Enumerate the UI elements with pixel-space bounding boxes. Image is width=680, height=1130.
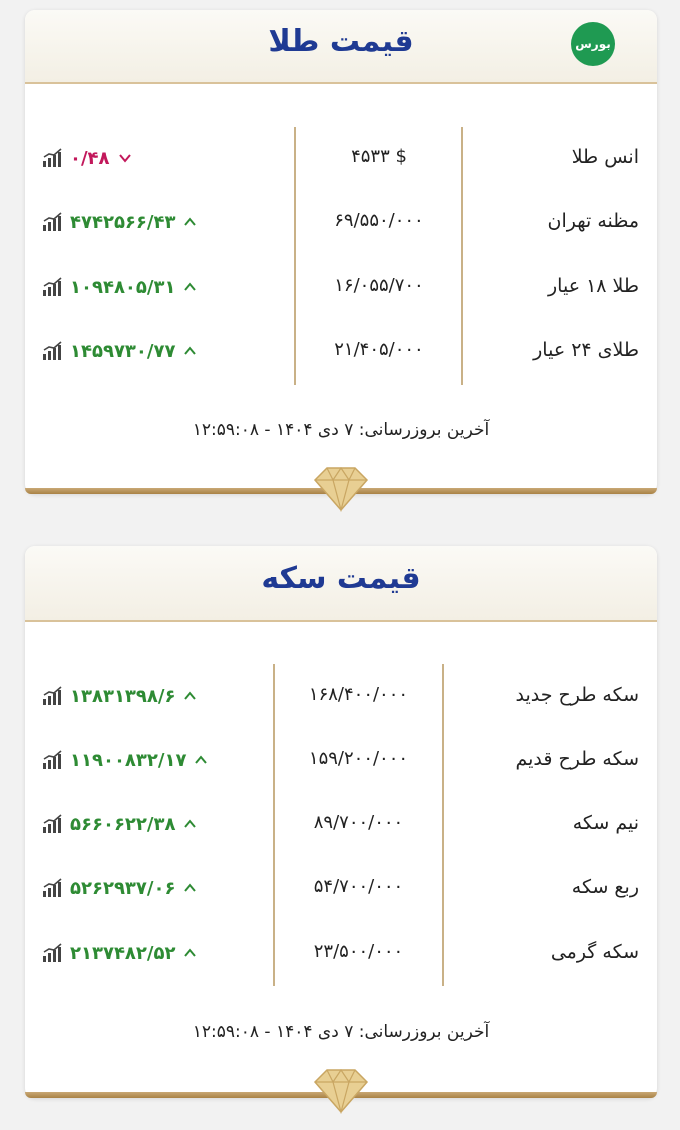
coin-name: نیم سکه [572, 812, 639, 834]
brand-logo[interactable]: بورس [571, 22, 615, 66]
arrow-up-icon [183, 346, 197, 356]
coin-change [42, 939, 197, 967]
gold-card-title: قیمت طلا [268, 24, 414, 59]
arrow-up-icon [194, 755, 208, 765]
coin-row-half [25, 804, 657, 844]
coin-price: ۱۶۸/۴۰۰/۰۰۰ [308, 684, 409, 705]
gold-price: ۶۹/۵۵۰/۰۰۰ [334, 210, 424, 231]
gold-change [42, 337, 197, 365]
last-updated-text: آخرین بروزرسانی: ۷ دی ۱۴۰۴ - ۱۲:۵۹:۰۸ [192, 420, 490, 440]
gold-name: طلای ۲۴ عیار [533, 339, 639, 361]
change-value: ۴۷۴۲۵۶۶/۴۳ [70, 211, 176, 233]
diamond-icon [313, 464, 369, 512]
gold-name: انس طلا [571, 146, 639, 168]
gold-row-24k [25, 331, 657, 371]
coin-change [42, 682, 197, 710]
arrow-up-icon [183, 691, 197, 701]
gold-change [42, 208, 197, 236]
gold-change [42, 273, 197, 301]
gold-card-header [25, 10, 657, 84]
gold-change [42, 144, 132, 172]
coin-change [42, 874, 197, 902]
coin-name: سکه گرمی [550, 941, 639, 963]
change-value: ۲۱۳۷۴۸۲/۵۲ [70, 942, 176, 964]
change-value: ۱۰۹۴۸۰۵/۳۱ [70, 276, 176, 298]
coin-price: ۱۵۹/۲۰۰/۰۰۰ [308, 748, 409, 769]
chart-icon[interactable] [42, 878, 64, 898]
chart-icon[interactable] [42, 750, 64, 770]
gold-price: ۱۶/۰۵۵/۷۰۰ [334, 275, 424, 296]
coin-price: ۵۴/۷۰۰/۰۰۰ [313, 876, 404, 897]
gold-row-ounce [25, 138, 657, 178]
chart-icon[interactable] [42, 341, 64, 361]
gold-price: ۴۵۳۳ $ [351, 146, 407, 167]
diamond-icon [313, 1066, 369, 1114]
gold-name: طلا ۱۸ عیار [548, 275, 639, 297]
arrow-up-icon [183, 948, 197, 958]
change-value: ۱۱۹۰۰۸۳۲/۱۷ [70, 749, 187, 771]
coin-row-quarter [25, 868, 657, 908]
arrow-down-icon [118, 153, 132, 163]
chart-icon[interactable] [42, 212, 64, 232]
chart-icon[interactable] [42, 686, 64, 706]
arrow-up-icon [183, 883, 197, 893]
arrow-up-icon [183, 819, 197, 829]
coin-price: ۸۹/۷۰۰/۰۰۰ [313, 812, 404, 833]
coin-name: سکه طرح جدید [515, 684, 639, 706]
change-value: ۱۴۵۹۷۳۰/۷۷ [70, 340, 176, 362]
arrow-up-icon [183, 217, 197, 227]
gold-price-card [25, 10, 657, 494]
coin-name: سکه طرح قدیم [515, 748, 639, 770]
coin-name: ربع سکه [571, 876, 639, 898]
gold-name: مظنه تهران [547, 210, 639, 232]
last-updated-text: آخرین بروزرسانی: ۷ دی ۱۴۰۴ - ۱۲:۵۹:۰۸ [192, 1022, 490, 1042]
change-value: ۱۳۸۳۱۳۹۸/۶ [70, 685, 176, 707]
gold-row-tehran [25, 202, 657, 242]
coin-card-title: قیمت سکه [261, 561, 421, 596]
coin-card-header [25, 546, 657, 622]
gold-price: ۲۱/۴۰۵/۰۰۰ [334, 339, 424, 360]
coin-change [42, 810, 197, 838]
chart-icon[interactable] [42, 148, 64, 168]
coin-price: ۲۳/۵۰۰/۰۰۰ [313, 941, 404, 962]
change-value: ۰/۴۸ [70, 147, 110, 169]
change-value: ۵۶۶۰۶۲۲/۳۸ [70, 813, 176, 835]
coin-row-new [25, 676, 657, 716]
arrow-up-icon [183, 282, 197, 292]
coin-row-gram [25, 933, 657, 973]
chart-icon[interactable] [42, 277, 64, 297]
coin-change [42, 746, 208, 774]
coin-row-old [25, 740, 657, 780]
chart-icon[interactable] [42, 814, 64, 834]
change-value: ۵۲۶۲۹۳۷/۰۶ [70, 877, 176, 899]
chart-icon[interactable] [42, 943, 64, 963]
coin-price-card [25, 546, 657, 1098]
gold-row-18k [25, 267, 657, 307]
